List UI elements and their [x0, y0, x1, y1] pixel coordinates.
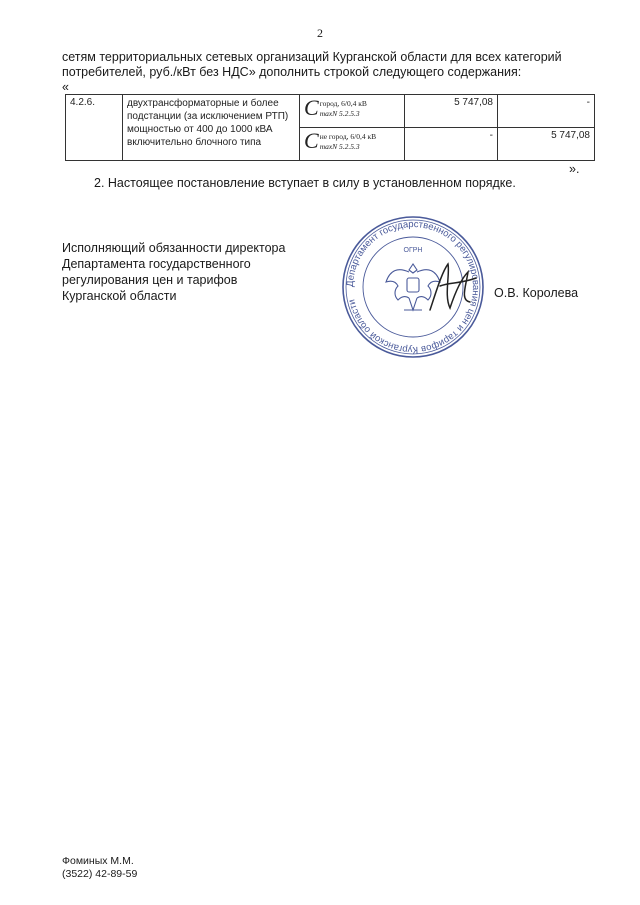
intro-line-1: сетям территориальных сетевых организаций Курганской области для всех категорий — [62, 50, 562, 64]
formula-superscript: город, 6/0,4 кВ — [319, 99, 367, 108]
value-city-col1: 5 747,08 — [405, 95, 498, 128]
formula-city — [300, 95, 405, 128]
signatory-name: О.В. Королева — [494, 286, 579, 300]
formula-subscript: maxN 5.2.5.3 — [319, 109, 360, 118]
footer-phone: (3522) 42-89-59 — [62, 868, 138, 880]
document-footer — [62, 855, 137, 881]
intro-paragraph — [62, 50, 582, 80]
value-noncity-col1: - — [405, 128, 498, 161]
signatory-title-line: регулирования цен и тарифов — [62, 273, 238, 287]
signatory-title-line: Департамента государственного — [62, 257, 251, 271]
row-description: двухтрансформаторные и более подстанции (за исключением РТП) мощностью от 400 до 1000 кВА включительно блочного типа — [123, 95, 300, 161]
seal-inner-text: ОГРН — [403, 247, 423, 254]
signatory-title — [62, 240, 285, 304]
page-number: 2 — [317, 26, 323, 40]
value-city-col2: - — [498, 95, 595, 128]
formula-symbol: C — [304, 128, 319, 153]
formula-subscript: maxN 5.2.5.3 — [319, 142, 360, 151]
formula-noncity — [300, 128, 405, 161]
intro-line-2: потребителей, руб./кВт без НДС» дополнить строкой следующего содержания: — [62, 65, 522, 79]
formula-symbol: C — [304, 95, 319, 120]
table-row — [66, 95, 595, 128]
signatory-title-line: Курганской области — [62, 289, 177, 303]
footer-author: Фоминых М.М. — [62, 855, 134, 867]
signatory-title-line: Исполняющий обязанности директора — [62, 241, 286, 255]
quote-close: ». — [569, 162, 580, 176]
value-noncity-col2: 5 747,08 — [498, 128, 595, 161]
seal-outer-text: Департамент государственного регулирования цен и тарифов Курганской области — [344, 218, 482, 356]
quote-open: « — [62, 80, 69, 94]
official-seal — [338, 212, 488, 362]
formula-superscript: не город, 6/0,4 кВ — [319, 132, 377, 141]
tariff-table — [65, 94, 595, 161]
clause-2: 2. Настоящее постановление вступает в силу в установленном порядке. — [94, 176, 516, 190]
row-number: 4.2.6. — [66, 95, 123, 161]
